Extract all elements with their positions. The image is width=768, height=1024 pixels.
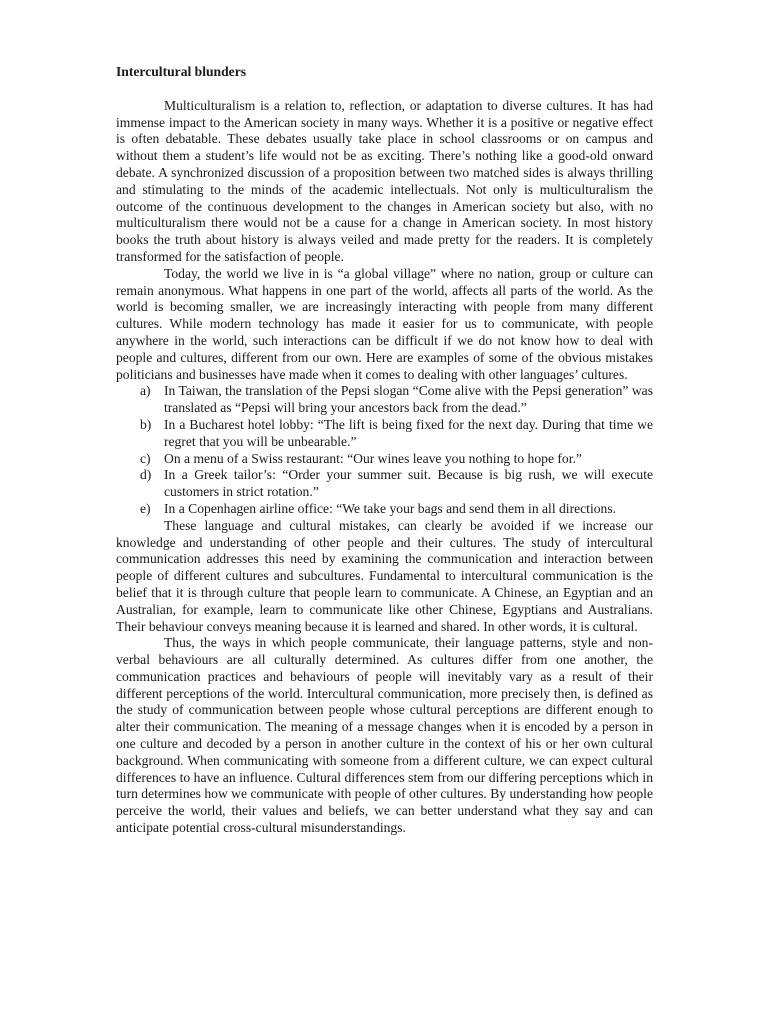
list-marker: b) xyxy=(140,416,152,432)
paragraph-avoiding-mistakes: These language and cultural mistakes, can clearly be avoided if we increase our knowledge and understanding of other people and their cultures. The study of intercultural communication addresses this need by examining the communication and interaction between people of different cultures and subcultures. Fundamental to intercultural communication is the belief that it is through culture that people learn to communicate. A Chinese, an Egyptian and an Australian, for example, learn to communicate like other Chinese, Egyptians and Australians. Their behaviour conveys meaning because it is learned and shared. In other words, it is cultural. xyxy=(116,517,653,634)
list-item xyxy=(116,501,653,518)
list-item xyxy=(116,451,653,468)
list-marker: e) xyxy=(140,500,151,516)
list-marker: c) xyxy=(140,450,151,466)
list-marker: d) xyxy=(140,467,152,483)
document-page xyxy=(116,64,653,837)
list-item-text: In Taiwan, the translation of the Pepsi slogan “Come alive with the Pepsi generation” was translated as “Pepsi will bring your ancestors back from the dead.” xyxy=(164,383,653,416)
blunders-list xyxy=(116,383,653,517)
list-item xyxy=(116,383,653,417)
list-item-text: In a Copenhagen airline office: “We take your bags and send them in all directions. xyxy=(164,500,617,516)
list-item xyxy=(116,467,653,501)
list-item xyxy=(116,417,653,451)
list-marker: a) xyxy=(140,383,151,399)
list-item-text: In a Greek tailor’s: “Order your summer suit. Because is big rush, we will execute customers in strict rotation.” xyxy=(164,467,653,500)
document-title: Intercultural blunders xyxy=(116,64,247,79)
paragraph-multiculturalism: Multiculturalism is a relation to, reflection, or adaptation to diverse cultures. It has had immense impact to the American society in many ways. Whether it is a positive or negative effect is often debatable. These debates usually take place in school classrooms or on campus and without them a student’s life would not be as exciting. There’s nothing like a good-old onward debate. A synchronized discussion of a proposition between two matched sides is always thrilling and stimulating to the minds of the academic intellectuals. Not only is multiculturalism the outcome of the continuous development to the changes in American society but also, with no multiculturalism there would not be a cause for a change in American society. In most history books the truth about history is always veiled and made pretty for the readers. It is completely transformed for the satisfaction of people. xyxy=(116,97,653,264)
paragraph-intercultural-communication: Thus, the ways in which people communicate, their language patterns, style and non-verbal behaviours are all culturally determined. As cultures differ from one another, the communication practices and behaviours of people will inevitably vary as a result of their different perceptions of the world. Intercultural communication, more precisely then, is defined as the study of communication between people whose cultural perceptions are different enough to alter their communication. The meaning of a message changes when it is encoded by a person in one culture and decoded by a person in another culture in the context of his or her own cultural background. When communicating with someone from a different culture, we can expect cultural differences to have an influence. Cultural differences stem from our differing perceptions which in turn determines how we communicate with people of other cultures. By understanding how people perceive the world, their values and beliefs, we can better understand what they say and can anticipate potential cross-cultural misunderstandings. xyxy=(116,635,653,836)
list-item-text: On a menu of a Swiss restaurant: “Our wines leave you nothing to hope for.” xyxy=(164,450,582,466)
list-item-text: In a Bucharest hotel lobby: “The lift is being fixed for the next day. During that time we regret that you will be unbearable.” xyxy=(164,416,653,449)
paragraph-global-village: Today, the world we live in is “a global village” where no nation, group or culture can remain anonymous. What happens in one part of the world, affects all parts of the world. As the world is becoming smaller, we are increasingly interacting with people from many different cultures. While modern technology has made it easier for us to communicate, with people anywhere in the world, such interactions can be difficult if we do not know how to deal with people and cultures, different from our own. Here are examples of some of the obvious mistakes politicians and businesses have made when it comes to dealing with other languages’ cultures. xyxy=(116,265,653,382)
